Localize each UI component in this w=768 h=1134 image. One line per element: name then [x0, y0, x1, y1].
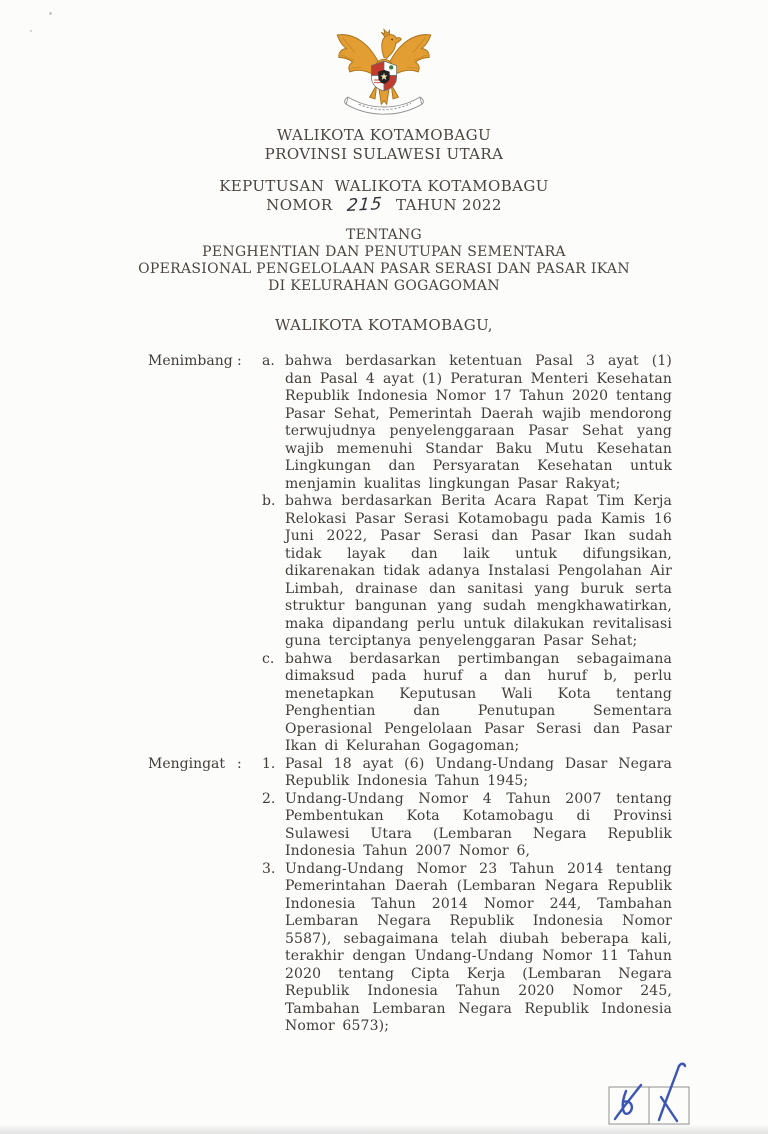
menimbang-label: Menimbang	[148, 353, 233, 369]
decree-number-line	[0, 193, 768, 216]
emblem-container	[0, 0, 768, 118]
paraf-initials	[604, 1056, 700, 1132]
mengingat-section	[148, 756, 672, 1036]
letterhead-line2: PROVINSI SULAWESI UTARA	[264, 144, 504, 163]
garuda-pancasila-icon	[330, 24, 438, 118]
about-line: PENGHENTIAN DAN PENUTUPAN SEMENTARA	[202, 244, 566, 260]
item-marker: b.	[262, 493, 276, 509]
nomor-prefix: NOMOR	[266, 195, 333, 214]
item-text: bahwa berdasarkan Berita Acara Rapat Tim Kerja Relokasi Pasar Serasi Kotamobagu pada Kamis 16 Juni 2022, Pasar Serasi dan Pasar Ikan sudah tidak layak dan laik untuk difungsikan, dikarenakan tidak adanya Instalasi Pengolahan Air Limbah, drainase dan sanitasi yang buruk serta struktur bangunan yang sudah mengkhawatirkan, maka dipandang perlu untuk dilakukan revitalisasi guna terciptanya penyelenggaran Pasar Sehat;	[285, 493, 672, 649]
item-text: Undang-Undang Nomor 23 Tahun 2014 tentang Pemerintahan Daerah (Lembaran Negara Republik Indonesia Tahun 2014 Nomor 244, Tambahan Lembaran Negara Republik Indonesia Nomor 5587), sebagaimana telah diubah beberapa kali, terakhir dengan Undang-Undang Nomor 11 Tahun 2020 tentang Cipta Kerja (Lembaran Negara Republik Indonesia Tahun 2020 Nomor 245, Tambahan Lembaran Negara Republik Indonesia Nomor 6573);	[285, 860, 672, 1034]
item-text: bahwa berdasarkan ketentuan Pasal 3 ayat (1) dan Pasal 4 ayat (1) Peraturan Menteri Kesehatan Republik Indonesia Nomor 17 Tahun 2020 tentang Pasar Sehat, Pemerintah Daerah wajib mendorong terwujudnya penyelenggaraan Pasar Sehat yang wajib memenuhi Standar Baku Mutu Kesehatan Lingkungan dan Persyaratan Kesehatan untuk menjamin kualitas lingkungan Pasar Rakyat;	[285, 353, 672, 492]
clauses	[0, 353, 768, 1036]
paraf-initials-icon	[604, 1056, 700, 1128]
letterhead	[0, 126, 768, 163]
decree-title: KEPUTUSAN WALIKOTA KOTAMOBAGU	[219, 177, 549, 195]
salutation: WALIKOTA KOTAMOBAGU,	[275, 316, 493, 334]
item-marker: 2.	[262, 790, 276, 807]
about-block	[0, 227, 768, 295]
item-marker: 1.	[262, 755, 276, 772]
letterhead-line1: WALIKOTA KOTAMOBAGU	[276, 126, 492, 144]
about-label: TENTANG	[345, 227, 423, 243]
item-marker: a.	[262, 353, 275, 369]
about-line: DI KELURAHAN GOGAGOMAN	[268, 278, 500, 294]
menimbang-section	[148, 353, 672, 756]
item-text: Undang-Undang Nomor 4 Tahun 2007 tentang Pembentukan Kota Kotamobagu di Provinsi Sulawesi Utara (Lembaran Negara Republik Indonesia Tahun 2007 Nomor 6,	[285, 790, 672, 859]
item-text: bahwa berdasarkan pertimbangan sebagaimana dimaksud pada huruf a dan huruf b, perlu menetapkan Keputusan Wali Kota tentang Penghentian dan Penutupan Sementara Operasional Pengelolaan Pasar Serasi dan Pasar Ikan di Kelurahan Gogagoman;	[285, 650, 672, 754]
menimbang-colon: :	[237, 353, 242, 369]
handwritten-number: 215	[345, 193, 383, 216]
scan-speck	[30, 30, 32, 32]
item-text: Pasal 18 ayat (6) Undang-Undang Dasar Negara Republik Indonesia Tahun 1945;	[285, 755, 672, 789]
mengingat-colon: :	[237, 755, 242, 772]
scan-speck	[49, 12, 52, 15]
item-marker: c.	[262, 650, 275, 667]
mengingat-label: Mengingat	[148, 755, 226, 772]
decree-title-block	[0, 177, 768, 214]
about-line: OPERASIONAL PENGELOLAAN PASAR SERASI DAN PASAR IKAN	[138, 261, 630, 277]
nomor-suffix: TAHUN 2022	[396, 195, 502, 214]
item-marker: 3.	[262, 860, 276, 877]
